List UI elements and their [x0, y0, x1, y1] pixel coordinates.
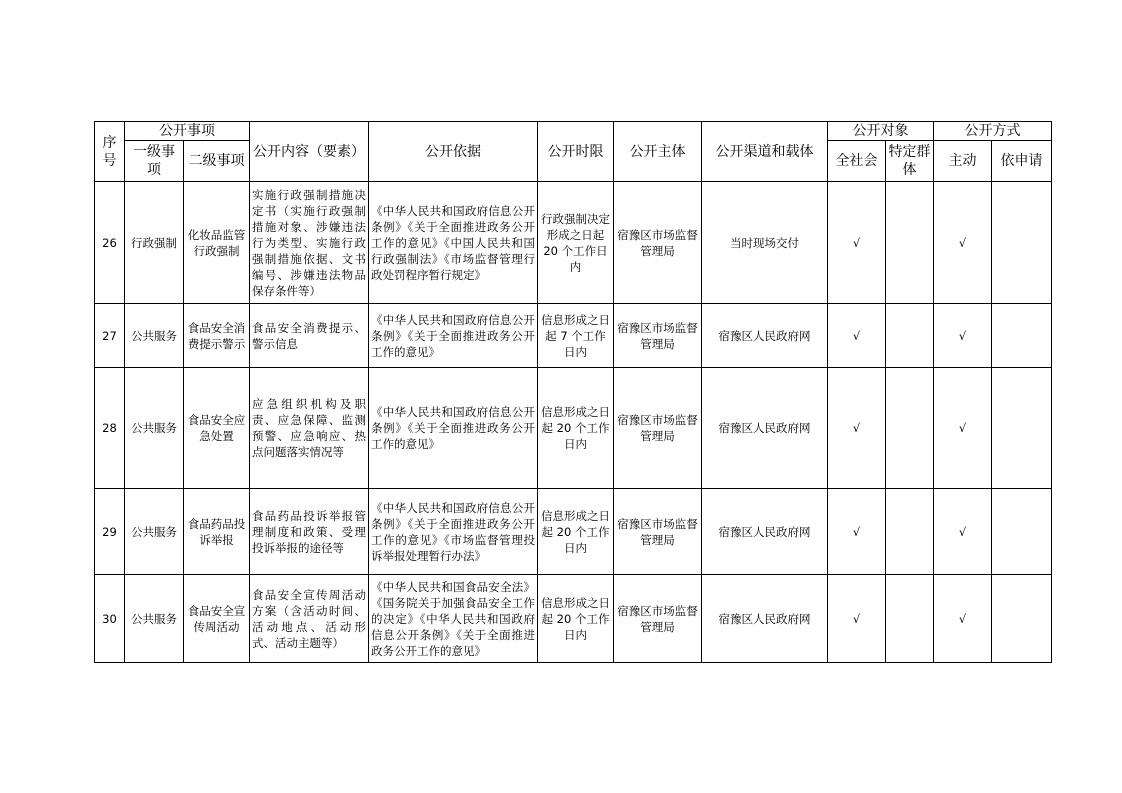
cell-target-all: √ — [828, 368, 886, 489]
table-row — [95, 304, 1052, 368]
header-target-group: 公开对象 — [828, 122, 934, 141]
cell-level2: 食品安全消费提示警示 — [184, 304, 250, 368]
header-target-specific: 特定群体 — [886, 141, 934, 182]
table-row — [95, 182, 1052, 304]
header-content: 公开内容（要素） — [250, 122, 369, 182]
cell-mode-request — [992, 489, 1052, 575]
cell-time-limit: 信息形成之日起 7 个工作日内 — [538, 304, 614, 368]
cell-subject: 宿豫区市场监督管理局 — [614, 182, 702, 304]
cell-target-all: √ — [828, 182, 886, 304]
cell-subject: 宿豫区市场监督管理局 — [614, 575, 702, 663]
header-items-group: 公开事项 — [125, 122, 250, 141]
cell-subject: 宿豫区市场监督管理局 — [614, 368, 702, 489]
cell-target-all: √ — [828, 575, 886, 663]
header-target-all: 全社会 — [828, 141, 886, 182]
cell-content: 食品安全宣传周活动方案（含活动时间、活动地点、活动形式、活动主题等） — [250, 575, 369, 663]
cell-subject: 宿豫区市场监督管理局 — [614, 304, 702, 368]
cell-basis: 《中华人民共和国政府信息公开条例》《关于全面推进政务公开工作的意见》《中国人民共和国行政强制法》《市场监督管理行政处罚程序暂行规定》 — [369, 182, 538, 304]
cell-basis: 《中华人民共和国政府信息公开条例》《关于全面推进政务公开工作的意见》《市场监督管理投诉举报处理暂行办法》 — [369, 489, 538, 575]
cell-level2: 食品安全应急处置 — [184, 368, 250, 489]
header-level1: 一级事项 — [125, 141, 184, 182]
table-header — [95, 122, 1052, 182]
cell-basis: 《中华人民共和国政府信息公开条例》《关于全面推进政务公开工作的意见》 — [369, 368, 538, 489]
cell-target-all: √ — [828, 304, 886, 368]
cell-no: 30 — [95, 575, 125, 663]
header-mode-active: 主动 — [934, 141, 992, 182]
cell-target-specific — [886, 304, 934, 368]
header-mode-group: 公开方式 — [934, 122, 1052, 141]
cell-channel: 当时现场交付 — [702, 182, 828, 304]
cell-time-limit: 行政强制决定形成之日起 20 个工作日内 — [538, 182, 614, 304]
table-body — [95, 182, 1052, 663]
cell-target-specific — [886, 368, 934, 489]
cell-no: 26 — [95, 182, 125, 304]
cell-target-specific — [886, 489, 934, 575]
cell-target-all: √ — [828, 489, 886, 575]
cell-content: 食品安全消费提示、警示信息 — [250, 304, 369, 368]
cell-no: 29 — [95, 489, 125, 575]
cell-mode-request — [992, 304, 1052, 368]
header-basis: 公开依据 — [369, 122, 538, 182]
table-row — [95, 575, 1052, 663]
cell-level1: 公共服务 — [125, 368, 184, 489]
cell-time-limit: 信息形成之日起 20 个工作日内 — [538, 489, 614, 575]
cell-basis: 《中华人民共和国食品安全法》《国务院关于加强食品安全工作的决定》《中华人民共和国政府信息公开条例》《关于全面推进政务公开工作的意见》 — [369, 575, 538, 663]
cell-no: 27 — [95, 304, 125, 368]
cell-content: 应急组织机构及职责、应急保障、监测预警、应急响应、热点问题落实情况等 — [250, 368, 369, 489]
cell-time-limit: 信息形成之日起 20 个工作日内 — [538, 575, 614, 663]
cell-basis: 《中华人民共和国政府信息公开条例》《关于全面推进政务公开工作的意见》 — [369, 304, 538, 368]
cell-level2: 食品药品投诉举报 — [184, 489, 250, 575]
cell-mode-active: √ — [934, 304, 992, 368]
table-row — [95, 489, 1052, 575]
cell-content: 食品药品投诉举报管理制度和政策、受理投诉举报的途径等 — [250, 489, 369, 575]
cell-channel: 宿豫区人民政府网 — [702, 575, 828, 663]
header-channel: 公开渠道和载体 — [702, 122, 828, 182]
cell-content: 实施行政强制措施决定书（实施行政强制措施对象、涉嫌违法行为类型、实施行政强制措施依据、文书编号、涉嫌违法物品保存条件等） — [250, 182, 369, 304]
cell-level1: 公共服务 — [125, 575, 184, 663]
cell-mode-active: √ — [934, 368, 992, 489]
cell-mode-active: √ — [934, 575, 992, 663]
header-seq: 序号 — [95, 122, 125, 182]
cell-mode-active: √ — [934, 489, 992, 575]
header-level2: 二级事项 — [184, 141, 250, 182]
header-subject: 公开主体 — [614, 122, 702, 182]
cell-level2: 化妆品监管行政强制 — [184, 182, 250, 304]
cell-subject: 宿豫区市场监督管理局 — [614, 489, 702, 575]
cell-level1: 公共服务 — [125, 489, 184, 575]
cell-mode-request — [992, 182, 1052, 304]
cell-channel: 宿豫区人民政府网 — [702, 304, 828, 368]
header-time-limit: 公开时限 — [538, 122, 614, 182]
cell-channel: 宿豫区人民政府网 — [702, 489, 828, 575]
cell-target-specific — [886, 182, 934, 304]
cell-level1: 公共服务 — [125, 304, 184, 368]
cell-target-specific — [886, 575, 934, 663]
cell-time-limit: 信息形成之日起 20 个工作日内 — [538, 368, 614, 489]
header-mode-request: 依申请 — [992, 141, 1052, 182]
disclosure-table — [94, 121, 1052, 663]
cell-mode-request — [992, 368, 1052, 489]
cell-mode-request — [992, 575, 1052, 663]
cell-level2: 食品安全宣传周活动 — [184, 575, 250, 663]
cell-mode-active: √ — [934, 182, 992, 304]
cell-no: 28 — [95, 368, 125, 489]
cell-channel: 宿豫区人民政府网 — [702, 368, 828, 489]
cell-level1: 行政强制 — [125, 182, 184, 304]
table-row — [95, 368, 1052, 489]
